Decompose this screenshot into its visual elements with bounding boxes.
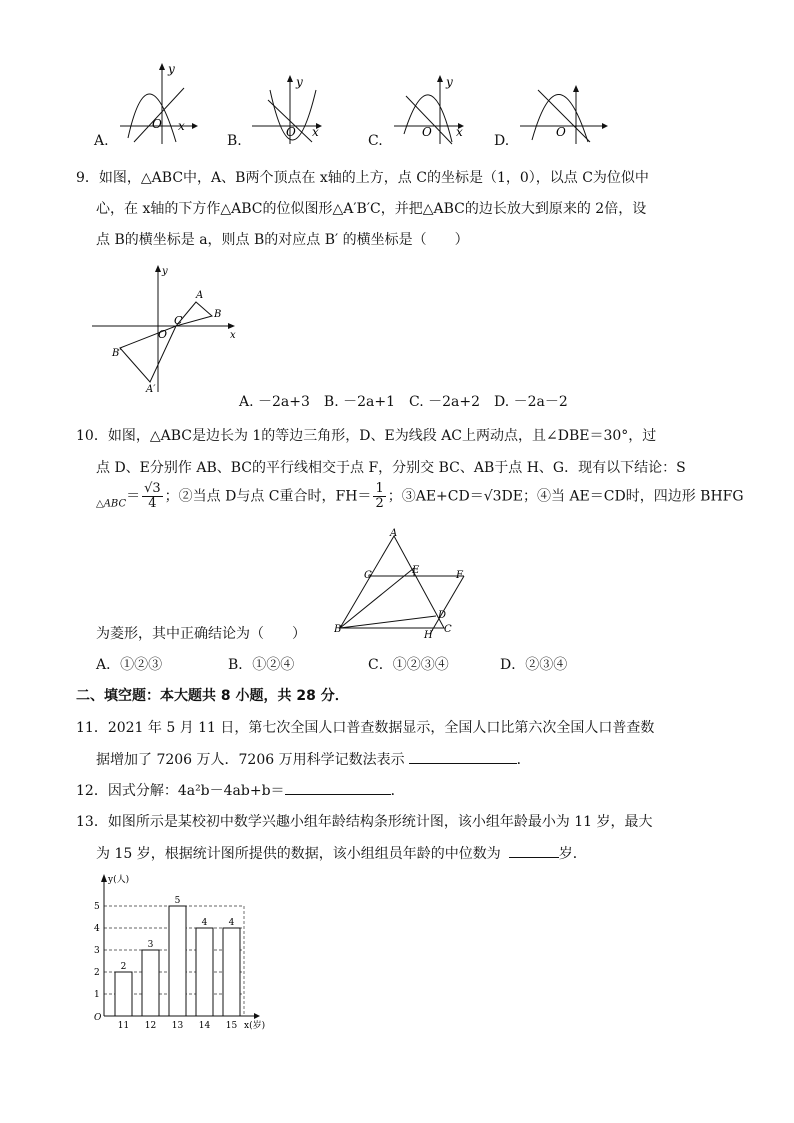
q10-text-line2: 点 D、E分别作 AB、BC的平行线相交于点 F，分别交 BC、AB于点 H、G．现有以下结论：S [96,460,686,476]
q8-options [0,60,794,155]
point-b-label: B [214,309,222,320]
bar-value-label: 2 [120,962,127,972]
chart-bars [115,906,240,1016]
q8-graph-d [518,60,613,145]
frac-numerator: 1 [375,481,384,496]
x-tick-label: 11 [117,1021,130,1031]
axis-x-label: x [456,125,463,139]
axis-x-label: x [312,125,319,139]
bar-value-label: 5 [174,896,181,906]
q13-end-mark: 岁． [558,846,587,862]
point-f-label: F [456,570,463,581]
q9-text-line3: 点 B的横坐标是 a，则点 B的对应点 B′ 的横坐标是（ ） [96,232,469,248]
x-tick-label: 13 [171,1021,184,1031]
origin-label: O [158,328,168,341]
q9-figure [92,262,242,396]
x-tick-label: 12 [144,1021,157,1031]
point-d-label: D [438,610,447,621]
bar-11 [115,972,132,1016]
frac-denominator: 2 [375,496,384,511]
q12-expression: 12．因式分解：4a²b－4ab+b＝ [76,783,285,799]
q10-option-d: D．②③④ [500,657,568,673]
q10-figure [334,528,474,640]
q10-text-line3 [96,482,744,515]
age-bar-chart [88,868,278,1034]
chart-origin-label: O [94,1013,102,1023]
y-tick-label: 1 [94,990,100,1000]
point-a-label: A [196,290,204,301]
point-e-label: E [412,565,420,576]
axis-x-label: x [178,119,185,133]
q8-option-c-label: C. [368,133,383,149]
q10-text-part-d: ；③AE+CD＝√3DE；④当 AE＝CD时，四边形 BHFG [387,488,744,505]
q8-option-a-label: A. [94,133,109,149]
q9-text-line1: 9．如图，△ABC中，A、B两个顶点在 x轴的上方，点 C的坐标是（1，0），以点 C为位似中 [76,170,649,186]
axis-x-label: x [230,330,236,341]
point-g-label: G [364,570,372,581]
origin-label: O [556,125,566,139]
y-axis-title: y(人) [108,875,130,885]
x-axis-arrow [254,1013,260,1019]
point-h-label: H [424,630,433,640]
q11-answer-blank[interactable] [409,749,517,764]
bar-13 [169,906,186,1016]
point-b-prime-label: B′ [112,348,122,359]
bar-value-label: 4 [201,918,208,928]
x-tick-label: 15 [225,1021,238,1031]
q8-graph-b [250,60,330,145]
bar-12 [142,950,159,1016]
q13-answer-blank[interactable] [509,843,559,858]
point-b-label: B [334,624,342,635]
q13-line2-text: 为 15 岁，根据统计图所提供的数据，该小组组员年龄的中位数为 [96,846,501,862]
q9-text-line2: 心，在 x轴的下方作△ABC的位似图形△A′B′C，并把△ABC的边长放大到原来的 2倍，设 [96,201,647,217]
q12-end-mark: ． [390,783,405,799]
point-c-label: C [444,624,452,635]
bar-14 [196,928,213,1016]
y-tick-label: 5 [94,902,100,912]
point-a-prime-label: A′ [146,384,156,395]
bar-15 [223,928,240,1016]
q10-option-a: A．①②③ [96,657,163,673]
x-tick-label: 14 [198,1021,211,1031]
q10-s-subscript: △ABC [96,498,127,510]
q13-text-line2 [96,843,587,864]
section-fill-in-title: 二、填空题：本大题共 8 小题，共 28 分． [76,688,349,704]
origin-label: O [422,125,432,139]
q9-options: A. －2a+3 B. －2a+1 C. －2a+2 D. －2a－2 [239,394,568,410]
axis-y-label: y [296,75,303,89]
q10-text-line1: 10．如图，△ABC是边长为 1的等边三角形，D、E为线段 AC上两动点，且∠DBE＝30°，过 [76,428,657,444]
bar-value-label: 3 [147,940,154,950]
q11-end-mark: ． [516,752,531,768]
y-tick-label: 2 [94,968,100,978]
q10-fraction-sqrt3-over-4 [142,482,163,511]
point-a-label: A [390,528,398,539]
q8-option-b-label: B. [227,133,242,149]
x-axis-title: x(岁) [244,1021,266,1031]
origin-label: O [152,117,162,131]
origin-label: O [286,125,296,139]
y-tick-label: 3 [94,946,100,956]
frac-denominator: 4 [148,496,157,511]
q10-text-part-c: ；②当点 D与点 C重合时，FH＝ [164,488,372,505]
q13-text-line1: 13．如图所示是某校初中数学兴趣小组年龄结构条形统计图，该小组年龄最小为 11 岁，最大 [76,814,653,830]
q8-option-d-label: D. [494,133,510,149]
axis-y-label: y [446,75,453,89]
axis-y-label: y [168,62,175,76]
y-tick-label: 4 [94,924,100,934]
q10-equals: ＝ [126,488,141,505]
q10-text-line4: 为菱形，其中正确结论为（ ） [96,626,306,642]
axis-y-label: y [162,266,168,277]
frac-numerator: √3 [144,481,161,496]
q8-graph-c [390,60,470,145]
y-axis-arrow [101,874,107,882]
q12-answer-blank[interactable] [285,780,391,795]
bar-value-label: 4 [228,918,235,928]
q10-fraction-one-half [373,482,385,511]
q10-options [96,655,696,675]
point-c-label: C [174,314,183,327]
q10-option-c: C．①②③④ [368,657,449,673]
q11-text-line1: 11．2021 年 5 月 11 日，第七次全国人口普查数据显示，全国人口比第六次全国人口普查数 [76,720,655,736]
q8-graph-a [118,60,198,145]
q11-text-line2 [96,749,531,770]
q11-line2-text: 据增加了 7206 万人．7206 万用科学记数法表示 [96,752,405,768]
q10-option-b: B．①②④ [228,657,295,673]
q12-text [76,780,405,801]
